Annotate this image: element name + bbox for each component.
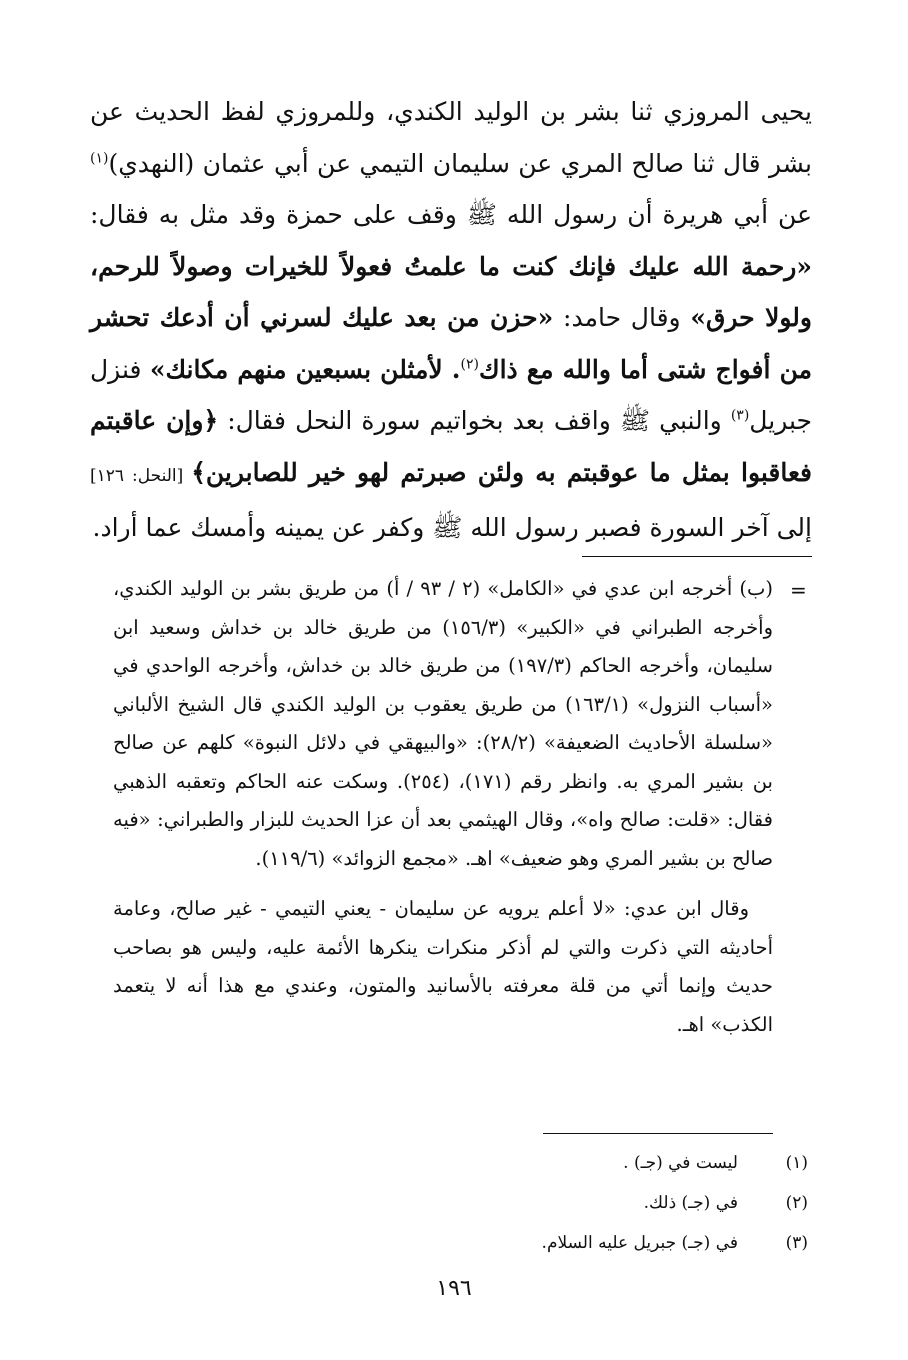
continuation-marker: = (790, 578, 807, 602)
main-text-segment: وقال حامد: (553, 303, 691, 332)
footnote-number: (٣) (785, 1233, 808, 1253)
hadith-quote-bold: «رحمة الله عليك فإنك كنت ما علمتُ فعولاً للخيرات وصولاً للرحم، ولولا حرق» (90, 251, 812, 332)
main-text-segment: عن أبي هريرة أن رسول الله ﷺ وقف على حمزة وقد مثل به فقال: (90, 200, 812, 229)
footnote-item (108, 1223, 808, 1263)
quran-verse-bold: ﴿وإن عاقبتم فعاقبوا بمثل ما عوقبتم به ولئن صبرتم لهو خير للصابرين﴾ (90, 406, 812, 487)
main-text-segment: إلى آخر السورة فصبر رسول الله ﷺ وكفر عن يمينه وأمسك عما أراد. (92, 513, 812, 542)
main-paragraph (90, 86, 812, 554)
footnote-text: ليست في (جـ) . (623, 1153, 738, 1173)
takhrij-notes-block (113, 570, 773, 1044)
footnote-ref-2: (٢) (460, 356, 479, 373)
footnote-ref-1: (١) (90, 150, 109, 167)
footnotes-list (108, 1143, 808, 1263)
main-divider-line (582, 556, 812, 557)
footnote-item (108, 1143, 808, 1183)
footnote-text: في (جـ) جبريل عليه السلام. (541, 1233, 738, 1253)
footnote-number: (٢) (785, 1193, 808, 1213)
hadith-quote-bold: . لأمثلن بسبعين منهم مكانك» (149, 354, 461, 384)
main-text-segment: يحيى المروزي ثنا بشر بن الوليد الكندي، وللمروزي لفظ الحديث عن بشر قال ثنا صالح المري عن سليمان التيمي عن أبي عثمان (النهدي) (90, 97, 812, 178)
main-text-segment: فنزل جبريل (90, 354, 812, 435)
hadith-quote-bold: «حزن من بعد عليك لسرني أن أدعك تحشر من أفواج شتى أما والله مع ذاك (90, 303, 812, 384)
takhrij-paragraph: (ب) أخرجه ابن عدي في «الكامل» (٢ / ٩٣ / أ) من طريق بشر بن الوليد الكندي، وأخرجه الطبراني في «الكبير» (١٥٦/٣) من طريق خالد بن خداش وسعيد ابن سليمان، وأخرجه الحاكم (١٩٧/٣) من طريق خالد بن خداش، وأخرجه الواحدي في «أسباب النزول» (١٦٣/١) من طريق يعقوب بن الوليد الكندي قال الشيخ الألباني «سلسلة الأحاديث الضعيفة» (٢٨/٢): «والبيهقي في دلائل النبوة» كلهم عن صالح بن بشير المري به. وانظر رقم (١٧١)، (٢٥٤). وسكت عنه الحاكم وتعقبه الذهبي فقال: «قلت: صالح واه»، وقال الهيثمي بعد أن عزا الحديث للبزار والطبراني: «فيه صالح بن بشير المري وهو ضعيف» اهـ. «مجمع الزوائد» (١١٩/٦). (113, 577, 774, 870)
footnote-divider-line (543, 1133, 773, 1134)
main-text-block (90, 86, 812, 554)
footnote-text: في (جـ) ذلك. (643, 1193, 738, 1213)
page-number: ١٩٦ (436, 1276, 472, 1301)
footnote-ref-3: (٣) (730, 407, 750, 424)
footnote-item (108, 1183, 808, 1223)
takhrij-paragraph: وقال ابن عدي: «لا أعلم يرويه عن سليمان - يعني التيمي - غير صالح، وعامة أحاديثه التي ذكرت والتي لم أذكر منكرات ينكرها الأئمة عليه، وليس هو بصاحب حديث وإنما أتي من قلة معرفته بالأسانيد والمتون، وعندي مع هذا أنه لا يتعمد الكذب» اهـ. (113, 897, 773, 1036)
verse-reference: [النحل: ١٢٦] (90, 465, 192, 486)
footnote-number: (١) (785, 1153, 808, 1173)
main-text-segment: والنبي ﷺ واقف بعد بخواتيم سورة النحل فقال: (218, 406, 731, 435)
